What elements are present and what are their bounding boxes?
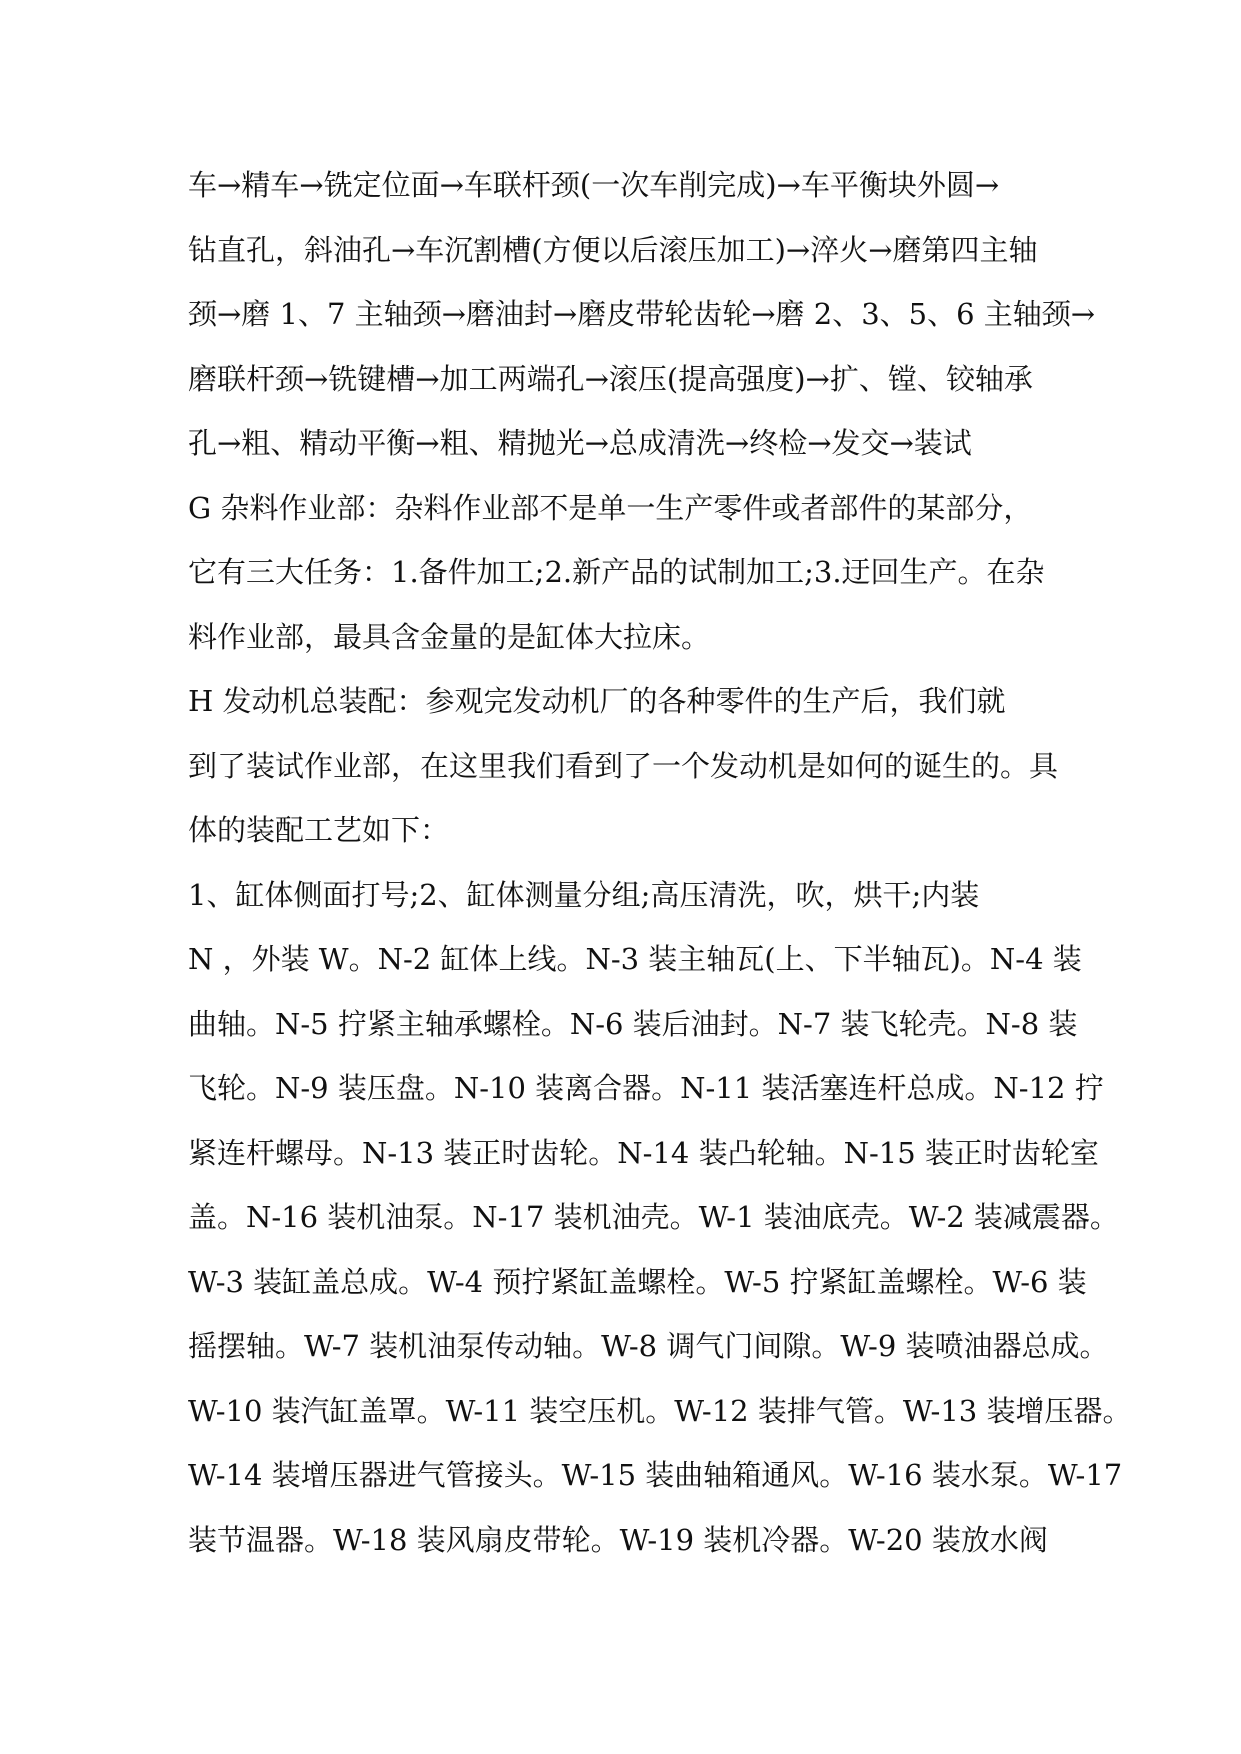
text-line: 体的装配工艺如下： xyxy=(188,813,450,847)
text-line: 它有三大任务：1.备件加工;2.新产品的试制加工;3.迂回生产。在杂 xyxy=(188,555,1045,589)
text-line: 钻直孔，斜油孔→车沉割槽(方便以后滚压加工)→淬火→磨第四主轴 xyxy=(188,232,1038,267)
assembly-steps-line: 1、缸体侧面打号;2、缸体测量分组;高压清洗，吹，烘干;内装 xyxy=(188,877,980,912)
text-line: W-3 装缸盖总成。W-4 预拧紧缸盖螺栓。W-5 拧紧缸盖螺栓。W-6 装 xyxy=(188,1264,1087,1299)
text-line: 颈→磨 1、7 主轴颈→磨油封→磨皮带轮齿轮→磨 2、3、5、6 主轴颈→ xyxy=(188,297,1096,331)
text-line: 飞轮。N-9 装压盘。N-10 装离合器。N-11 装活塞连杆总成。N-12 拧 xyxy=(188,1071,1104,1105)
text-line: 孔→粗、精动平衡→粗、精抛光→总成清洗→终检→发交→装试 xyxy=(188,426,972,460)
text-line: 装节温器。W-18 装风扇皮带轮。W-19 装机冷器。W-20 装放水阀 xyxy=(188,1522,1048,1557)
text-line: 到了装试作业部，在这里我们看到了一个发动机是如何的诞生的。具 xyxy=(188,748,1059,783)
text-line: N ，外装 W。N-2 缸体上线。N-3 装主轴瓦(上、下半轴瓦)。N-4 装 xyxy=(188,942,1082,976)
paragraph-g-line: G 杂料作业部：杂料作业部不是单一生产零件或者部件的某部分， xyxy=(188,490,1033,525)
text-line: W-14 装增压器进气管接头。W-15 装曲轴箱通风。W-16 装水泵。W-17 xyxy=(188,1458,1123,1492)
text-line: 紧连杆螺母。N-13 装正时齿轮。N-14 装凸轮轴。N-15 装正时齿轮室 xyxy=(188,1135,1099,1170)
text-line: 摇摆轴。W-7 装机油泵传动轴。W-8 调气门间隙。W-9 装喷油器总成。 xyxy=(188,1329,1109,1363)
text-line: W-10 装汽缸盖罩。W-11 装空压机。W-12 装排气管。W-13 装增压器。 xyxy=(188,1393,1132,1428)
body-text xyxy=(188,153,1132,1572)
text-line: 磨联杆颈→铣键槽→加工两端孔→滚压(提高强度)→扩、镗、铰轴承 xyxy=(188,361,1033,396)
paragraph-h-line: H 发动机总装配：参观完发动机厂的各种零件的生产后，我们就 xyxy=(188,684,1006,718)
text-line: 曲轴。N-5 拧紧主轴承螺栓。N-6 装后油封。N-7 装飞轮壳。N-8 装 xyxy=(188,1006,1078,1041)
text-line: 盖。N-16 装机油泵。N-17 装机油壳。W-1 装油底壳。W-2 装减震器。 xyxy=(188,1200,1119,1234)
text-line: 料作业部，最具含金量的是缸体大拉床。 xyxy=(188,619,711,654)
text-line: 车→精车→铣定位面→车联杆颈(一次车削完成)→车平衡块外圆→ xyxy=(188,168,1000,202)
